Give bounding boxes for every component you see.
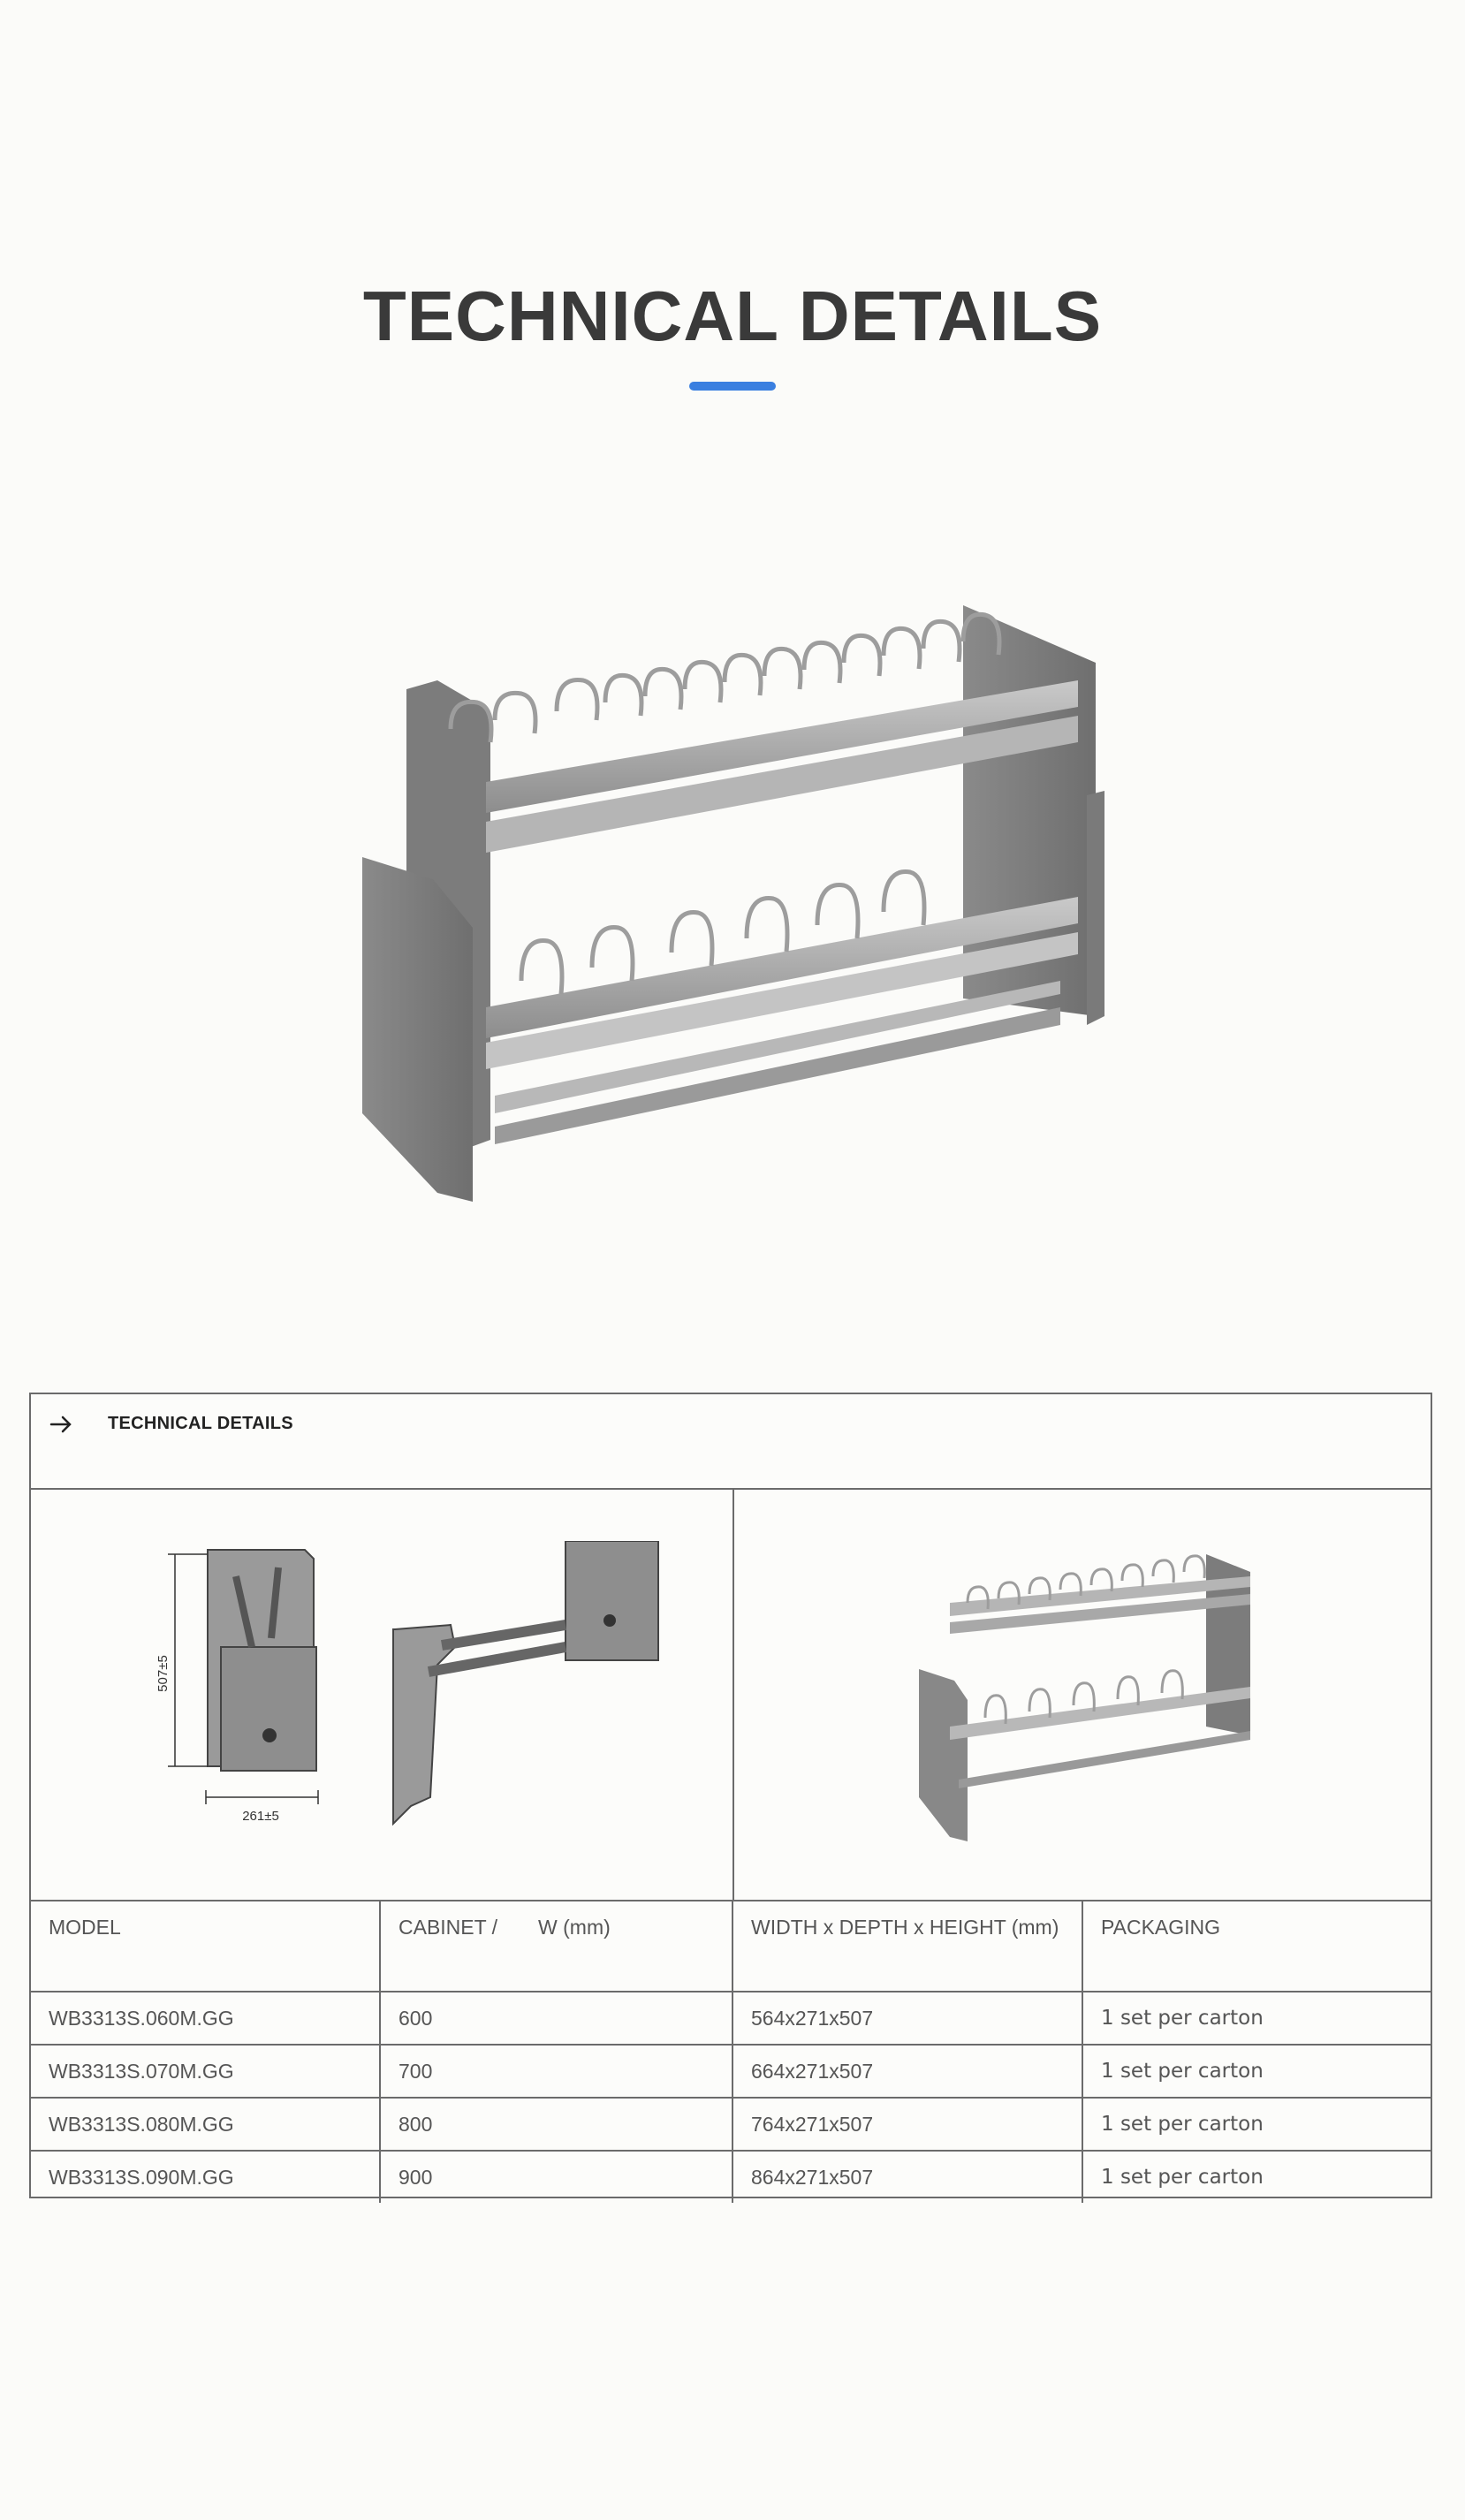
dimension-drawing: [119, 1541, 685, 1841]
image-row: [31, 1488, 1431, 1901]
header-cabinet: CABINET / W (mm): [380, 1900, 732, 1992]
dish-rack-product-image: [353, 592, 1113, 1202]
cell-packaging: 1 set per carton: [1082, 2045, 1431, 2098]
technical-details-panel: [29, 1393, 1432, 2198]
table-row: [31, 2151, 1431, 2203]
cell-packaging: 1 set per carton: [1082, 2151, 1431, 2203]
cell-model: WB3313S.080M.GG: [31, 2098, 380, 2151]
column-divider: [732, 1488, 734, 1900]
cell-dimensions: 664x271x507: [732, 2045, 1082, 2098]
cell-packaging: 1 set per carton: [1082, 1992, 1431, 2045]
depth-dimension-label: 261±5: [242, 1809, 279, 1824]
panel-header-label: TECHNICAL DETAILS: [108, 1414, 293, 1433]
cell-packaging: 1 set per carton: [1082, 2098, 1431, 2151]
cell-cabinet: 900: [380, 2151, 732, 2203]
table-row: [31, 2098, 1431, 2151]
cell-dimensions: 864x271x507: [732, 2151, 1082, 2203]
table-row: [31, 2045, 1431, 2098]
cell-model: WB3313S.070M.GG: [31, 2045, 380, 2098]
title-accent-bar: [689, 382, 776, 391]
arrow-right-icon: [49, 1412, 73, 1437]
table-header-row: [31, 1900, 1431, 1992]
header-packaging: PACKAGING: [1082, 1900, 1431, 1992]
cell-dimensions: 564x271x507: [732, 1992, 1082, 2045]
cell-cabinet: 800: [380, 2098, 732, 2151]
dish-rack-thumbnail: [915, 1550, 1277, 1841]
specification-table: [31, 1900, 1431, 2203]
height-dimension-label: 507±5: [156, 1655, 171, 1692]
cell-model: WB3313S.090M.GG: [31, 2151, 380, 2203]
cell-cabinet: 700: [380, 2045, 732, 2098]
header-model: MODEL: [31, 1900, 380, 1992]
cell-dimensions: 764x271x507: [732, 2098, 1082, 2151]
table-row: [31, 1992, 1431, 2045]
cell-model: WB3313S.060M.GG: [31, 1992, 380, 2045]
page-title: TECHNICAL DETAILS: [362, 277, 1103, 355]
panel-header: [31, 1394, 1431, 1490]
header-dimensions: WIDTH x DEPTH x HEIGHT (mm): [732, 1900, 1082, 1992]
cell-cabinet: 600: [380, 1992, 732, 2045]
